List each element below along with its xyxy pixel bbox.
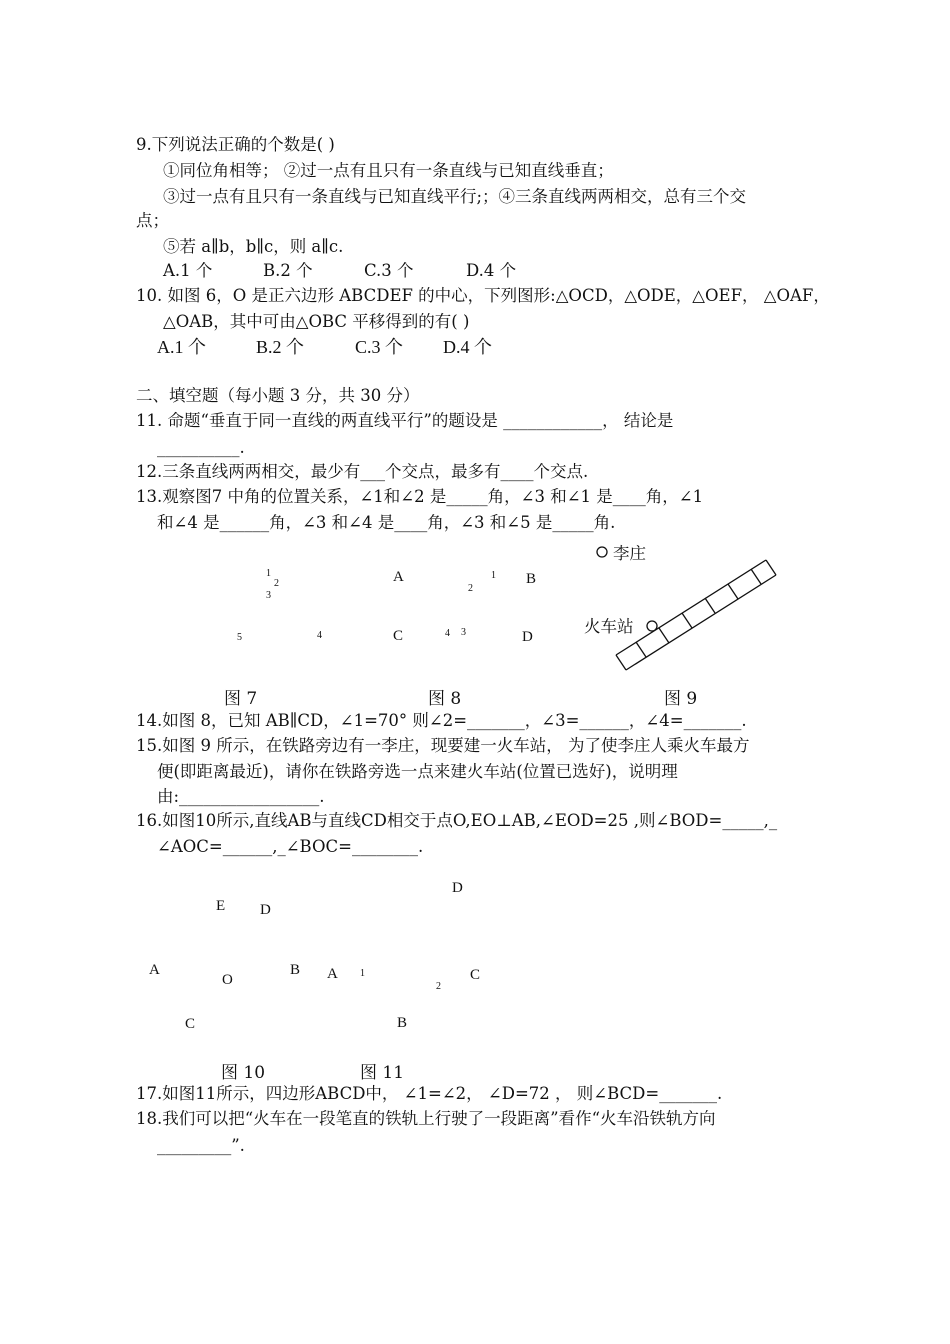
fig11-caption: 图 11 bbox=[360, 1063, 405, 1083]
q15-line-2: 便(即距离最近)，请你在铁路旁选一点来建火车站(位置已选好)，说明理 bbox=[157, 762, 678, 781]
fig10-label-o: O bbox=[222, 972, 233, 988]
q17: 17.如图11所示，四边形ABCD中， ∠1=∠2， ∠D=72 ， 则∠BCD=_______. bbox=[136, 1084, 723, 1103]
q11-line-2: __________. bbox=[157, 438, 245, 457]
fig7-label-2: 2 bbox=[274, 578, 279, 589]
q9-statement-3-4-cont: 点； bbox=[136, 211, 169, 230]
q9-option-b: B.2 个 bbox=[263, 261, 313, 280]
village-marker-icon bbox=[597, 547, 607, 557]
q9-statement-3-4: ③过一点有且只有一条直线与已知直线平行;；④三条直线两两相交，总有三个交 bbox=[163, 187, 747, 206]
q9-option-a: A.1 个 bbox=[163, 261, 213, 280]
fig9-caption: 图 9 bbox=[664, 689, 698, 709]
fig10-label-e: E bbox=[216, 898, 226, 914]
fig10-label-d: D bbox=[260, 902, 271, 918]
fig7-label-4: 4 bbox=[317, 630, 322, 641]
fig11-label-1: 1 bbox=[360, 968, 365, 979]
q9-statement-1-2: ①同位角相等； ②过一点有且只有一条直线与已知直线垂直； bbox=[163, 161, 614, 180]
fig11-label-c: C bbox=[470, 967, 481, 983]
fig8-label-2: 2 bbox=[468, 583, 473, 594]
fig8-label-4: 4 bbox=[445, 628, 450, 639]
fig8-label-a: A bbox=[393, 569, 404, 585]
q9-option-c: C.3 个 bbox=[364, 261, 414, 280]
q10-option-a: A.1 个 bbox=[157, 337, 206, 357]
fig7-caption: 图 7 bbox=[224, 689, 258, 709]
q16-line-1: 16.如图10所示,直线AB与直线CD相交于点O,EO⊥AB,∠EOD=25 ,则∠BOD=_____,_ bbox=[136, 811, 778, 830]
fig11-label-d: D bbox=[452, 880, 463, 896]
q18-line-2: _________”. bbox=[157, 1136, 245, 1155]
fig11-label-a: A bbox=[327, 966, 338, 982]
q16-line-2: ∠AOC=______,_∠BOC=________. bbox=[157, 837, 424, 856]
q13-line-2: 和∠4 是______角，∠3 和∠4 是____角，∠3 和∠5 是_____角. bbox=[157, 513, 616, 532]
q15-line-3: 由:_________________. bbox=[157, 787, 325, 806]
fig10-label-a: A bbox=[149, 962, 160, 978]
q12: 12.三条直线两两相交，最少有___个交点，最多有____个交点. bbox=[136, 462, 589, 481]
fig7-label-3: 3 bbox=[266, 590, 271, 601]
fig11-label-2: 2 bbox=[436, 981, 441, 992]
q14: 14.如图 8，已知 AB∥CD，∠1=70° 则∠2=_______，∠3=______，∠4=_______. bbox=[136, 711, 747, 730]
q9-stem: 9.下列说法正确的个数是( ) bbox=[136, 135, 335, 154]
fig8-label-c: C bbox=[393, 628, 404, 644]
fig9-station-label: 火车站 bbox=[584, 617, 634, 636]
q10-stem: 10. 如图 6，O 是正六边形 ABCDEF 的中心，下列图形:△OCD，△ODE，△OEF， △OAF， bbox=[136, 286, 830, 305]
fig9-village-label: 李庄 bbox=[613, 544, 646, 563]
q18-line-1: 18.我们可以把“火车在一段笔直的铁轨上行驶了一段距离”看作“火车沿铁轨方向 bbox=[136, 1109, 716, 1128]
fig10-label-c: C bbox=[185, 1016, 196, 1032]
fig8-caption: 图 8 bbox=[428, 689, 462, 709]
q11-line-1: 11. 命题“垂直于同一直线的两直线平行”的题设是 ____________， 结论是 bbox=[136, 411, 674, 430]
fig11-label-b: B bbox=[397, 1015, 408, 1031]
q10-stem-cont: △OAB，其中可由△OBC 平移得到的有( ) bbox=[163, 312, 470, 331]
q9-statement-5: ⑤若 a∥b，b∥c，则 a∥c. bbox=[163, 237, 344, 256]
fig7-label-1: 1 bbox=[266, 568, 271, 579]
q10-option-c: C.3 个 bbox=[355, 337, 404, 357]
q15-line-1: 15.如图 9 所示，在铁路旁边有一李庄，现要建一火车站， 为了使李庄人乘火车最方 bbox=[136, 736, 750, 755]
fig8-label-d: D bbox=[522, 629, 533, 645]
fig10-caption: 图 10 bbox=[221, 1063, 266, 1083]
fig7-label-5: 5 bbox=[237, 632, 242, 643]
fig9-railway-diagram bbox=[580, 538, 790, 678]
section-fill-in-title: 二、填空题（每小题 3 分，共 30 分） bbox=[136, 386, 420, 405]
q10-option-b: B.2 个 bbox=[256, 337, 305, 357]
fig8-label-1: 1 bbox=[491, 570, 496, 581]
fig8-label-b: B bbox=[526, 571, 537, 587]
q13-line-1: 13.观察图7 中角的位置关系，∠1和∠2 是_____角，∠3 和∠1 是____角，∠1 bbox=[136, 487, 704, 506]
fig8-label-3: 3 bbox=[461, 627, 466, 638]
q9-option-d: D.4 个 bbox=[466, 261, 517, 280]
q10-option-d: D.4 个 bbox=[443, 337, 492, 357]
fig10-label-b: B bbox=[290, 962, 301, 978]
